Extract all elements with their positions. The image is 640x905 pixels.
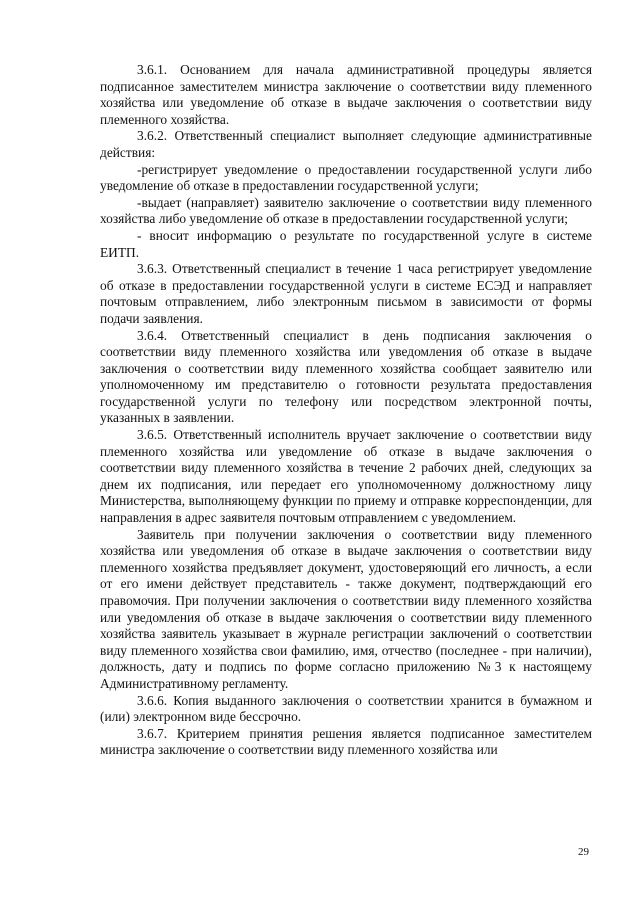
paragraph-3-6-7: 3.6.7. Критерием принятия решения является подписанное заместителем министра заключение о соответствии виду племенного хозяйства или xyxy=(100,725,592,758)
list-item-issue: -выдает (направляет) заявителю заключение о соответствии виду племенного хозяйства либо уведомление об отказе в предоставлении государственной услуги; xyxy=(100,194,592,227)
document-body xyxy=(100,62,592,759)
paragraph-3-6-6: 3.6.6. Копия выданного заключения о соответствии хранится в бумажном и (или) электронном виде бессрочно. xyxy=(100,692,592,725)
paragraph-3-6-3: 3.6.3. Ответственный специалист в течение 1 часа регистрирует уведомление об отказе в предоставлении государственной услуги в системе ЕСЭД и направляет почтовым отправлением, либо электронным письмом в зависимости от формы подачи заявления. xyxy=(100,261,592,326)
paragraph-3-6-1: 3.6.1. Основанием для начала административной процедуры является подписанное заместителем министра заключение о соответствии виду племенного хозяйства или уведомление об отказе в выдаче заключения о соответствии виду племенного хозяйства. xyxy=(100,62,592,127)
page-number: 29 xyxy=(578,846,589,858)
paragraph-3-6-2: 3.6.2. Ответственный специалист выполняет следующие административные действия: xyxy=(100,128,592,160)
paragraph-3-6-4: 3.6.4. Ответственный специалист в день подписания заключения о соответствии виду племенного хозяйства или уведомления об отказе в выдаче заключения о соответствии виду племенного хозяйства сообщает заявителю или уполномоченному им представителю о готовности результата предоставления государственной услуги по телефону или посредством электронной почты, указанных в заявлении. xyxy=(100,327,592,426)
paragraph-applicant: Заявитель при получении заключения о соответствии виду племенного хозяйства или уведомления об отказе в выдаче заключения о соответствии виду племенного хозяйства предъявляет документ, удостоверяющий его личность, а если от его имени действует представитель - также документ, подтверждающий его правомочия. При получении заключения о соответствии виду племенного хозяйства или уведомления об отказе в выдаче заключения о соответствии виду племенного хозяйства заявитель указывает в журнале регистрации заключений о соответствии виду племенного хозяйства свои фамилию, имя, отчество (последнее - при наличии), должность, дату и подпись по форме согласно приложению №3 к настоящему Административному регламенту. xyxy=(100,526,592,691)
paragraph-3-6-5: 3.6.5. Ответственный исполнитель вручает заключение о соответствии виду племенного хозяйства или уведомление об отказе в выдаче заключения о соответствии виду племенного хозяйства в течение 2 рабочих дней, следующих за днем их подписания, или передает его уполномоченному должностному лицу Министерства, выполняющему функции по приему и отправке корреспонденции, для направления в адрес заявителя почтовым отправлением с уведомлением. xyxy=(100,427,592,526)
list-item-register: -регистрирует уведомление о предоставлении государственной услуги либо уведомление об отказе в предоставлении государственной услуги; xyxy=(100,161,592,194)
list-item-enter-info: - вносит информацию о результате по государственной услуге в системе ЕИТП. xyxy=(100,227,592,260)
